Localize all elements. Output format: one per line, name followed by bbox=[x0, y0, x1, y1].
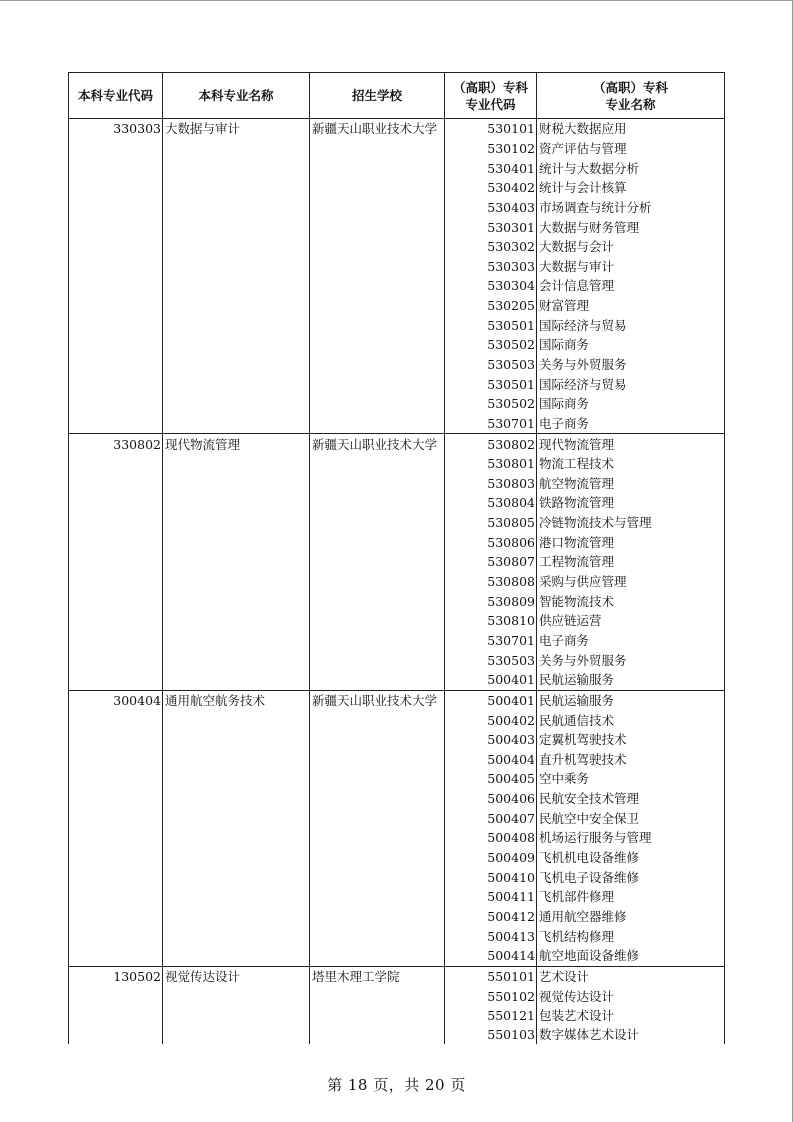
undergrad-name-cell bbox=[163, 474, 310, 494]
vocational-name-cell: 航空物流管理 bbox=[537, 474, 725, 494]
table-row bbox=[69, 631, 725, 651]
undergrad-code-cell bbox=[69, 276, 163, 296]
school-cell bbox=[310, 276, 445, 296]
school-cell bbox=[310, 710, 445, 730]
undergrad-code-cell bbox=[69, 237, 163, 257]
undergrad-name-cell bbox=[163, 867, 310, 887]
undergrad-code-cell bbox=[69, 611, 163, 631]
undergrad-code-cell: 330303 bbox=[69, 119, 163, 139]
undergrad-name-cell bbox=[163, 374, 310, 394]
undergrad-code-cell bbox=[69, 139, 163, 159]
undergrad-name-cell bbox=[163, 394, 310, 414]
header-vocational-code-line2: 专业代码 bbox=[465, 96, 516, 112]
school-cell bbox=[310, 394, 445, 414]
vocational-code-cell: 530501 bbox=[445, 315, 537, 335]
undergrad-name-cell bbox=[163, 532, 310, 552]
vocational-code-cell: 500407 bbox=[445, 808, 537, 828]
vocational-code-cell: 530701 bbox=[445, 631, 537, 651]
undergrad-name-cell bbox=[163, 848, 310, 868]
undergrad-name-cell bbox=[163, 591, 310, 611]
undergrad-code-cell bbox=[69, 493, 163, 513]
header-vocational-name bbox=[537, 73, 725, 119]
school-cell bbox=[310, 296, 445, 316]
vocational-name-cell: 飞机机电设备维修 bbox=[537, 848, 725, 868]
vocational-name-cell: 财税大数据应用 bbox=[537, 119, 725, 139]
undergrad-code-cell bbox=[69, 848, 163, 868]
page-frame-top-line bbox=[0, 0, 793, 1]
vocational-code-cell: 550121 bbox=[445, 1006, 537, 1026]
undergrad-code-cell bbox=[69, 355, 163, 375]
header-school: 招生学校 bbox=[310, 73, 445, 119]
vocational-name-cell: 视觉传达设计 bbox=[537, 986, 725, 1006]
vocational-name-cell: 统计与大数据分析 bbox=[537, 158, 725, 178]
undergrad-code-cell bbox=[69, 414, 163, 434]
undergrad-code-cell bbox=[69, 789, 163, 809]
table-body bbox=[69, 119, 725, 1045]
vocational-name-cell: 铁路物流管理 bbox=[537, 493, 725, 513]
table-row bbox=[69, 335, 725, 355]
vocational-code-cell: 500401 bbox=[445, 690, 537, 710]
vocational-code-cell: 500408 bbox=[445, 828, 537, 848]
undergrad-code-cell bbox=[69, 946, 163, 966]
school-cell bbox=[310, 454, 445, 474]
undergrad-name-cell bbox=[163, 750, 310, 770]
header-vocational-name-line1: （高职）专科 bbox=[592, 79, 668, 95]
undergrad-code-cell bbox=[69, 730, 163, 750]
school-cell: 新疆天山职业技术大学 bbox=[310, 690, 445, 710]
school-cell bbox=[310, 887, 445, 907]
undergrad-name-cell bbox=[163, 513, 310, 533]
school-cell bbox=[310, 374, 445, 394]
school-cell bbox=[310, 532, 445, 552]
table-row bbox=[69, 493, 725, 513]
vocational-code-cell: 530808 bbox=[445, 572, 537, 592]
undergrad-code-cell bbox=[69, 256, 163, 276]
vocational-name-cell: 民航空中安全保卫 bbox=[537, 808, 725, 828]
school-cell bbox=[310, 946, 445, 966]
table-row bbox=[69, 730, 725, 750]
undergrad-code-cell bbox=[69, 454, 163, 474]
undergrad-name-cell bbox=[163, 237, 310, 257]
vocational-name-cell: 国际商务 bbox=[537, 335, 725, 355]
school-cell bbox=[310, 572, 445, 592]
undergrad-name-cell bbox=[163, 670, 310, 690]
table-row bbox=[69, 591, 725, 611]
undergrad-code-cell bbox=[69, 1006, 163, 1026]
undergrad-code-cell bbox=[69, 474, 163, 494]
table-row bbox=[69, 454, 725, 474]
vocational-code-cell: 530303 bbox=[445, 256, 537, 276]
vocational-code-cell: 530403 bbox=[445, 198, 537, 218]
undergrad-name-cell bbox=[163, 730, 310, 750]
undergrad-code-cell bbox=[69, 296, 163, 316]
undergrad-name-cell bbox=[163, 493, 310, 513]
undergrad-name-cell: 通用航空航务技术 bbox=[163, 690, 310, 710]
vocational-name-cell: 市场调查与统计分析 bbox=[537, 198, 725, 218]
vocational-code-cell: 530304 bbox=[445, 276, 537, 296]
table-row bbox=[69, 769, 725, 789]
table-row bbox=[69, 158, 725, 178]
vocational-name-cell: 会计信息管理 bbox=[537, 276, 725, 296]
school-cell bbox=[310, 474, 445, 494]
undergrad-code-cell bbox=[69, 591, 163, 611]
school-cell bbox=[310, 750, 445, 770]
vocational-code-cell: 550103 bbox=[445, 1025, 537, 1044]
majors-table bbox=[68, 72, 725, 1044]
vocational-code-cell: 500405 bbox=[445, 769, 537, 789]
vocational-code-cell: 500402 bbox=[445, 710, 537, 730]
vocational-code-cell: 530802 bbox=[445, 434, 537, 454]
undergrad-name-cell bbox=[163, 178, 310, 198]
table-row bbox=[69, 315, 725, 335]
undergrad-code-cell bbox=[69, 315, 163, 335]
header-vocational-code-line1: （高职）专科 bbox=[452, 79, 528, 95]
vocational-code-cell: 530102 bbox=[445, 139, 537, 159]
table-row bbox=[69, 552, 725, 572]
undergrad-code-cell bbox=[69, 335, 163, 355]
vocational-code-cell: 530302 bbox=[445, 237, 537, 257]
page-footer: 第 18 页，共 20 页 bbox=[327, 1076, 466, 1094]
undergrad-name-cell bbox=[163, 650, 310, 670]
undergrad-name-cell bbox=[163, 946, 310, 966]
undergrad-code-cell bbox=[69, 552, 163, 572]
undergrad-code-cell bbox=[69, 887, 163, 907]
table-row bbox=[69, 374, 725, 394]
table-row bbox=[69, 926, 725, 946]
undergrad-name-cell bbox=[163, 710, 310, 730]
vocational-code-cell: 530503 bbox=[445, 355, 537, 375]
undergrad-name-cell bbox=[163, 217, 310, 237]
vocational-code-cell: 530805 bbox=[445, 513, 537, 533]
table-row bbox=[69, 710, 725, 730]
undergrad-code-cell bbox=[69, 178, 163, 198]
table-row bbox=[69, 670, 725, 690]
table-row bbox=[69, 887, 725, 907]
vocational-name-cell: 供应链运营 bbox=[537, 611, 725, 631]
vocational-name-cell: 直升机驾驶技术 bbox=[537, 750, 725, 770]
table-row bbox=[69, 946, 725, 966]
undergrad-code-cell bbox=[69, 217, 163, 237]
school-cell bbox=[310, 631, 445, 651]
undergrad-name-cell bbox=[163, 926, 310, 946]
school-cell bbox=[310, 670, 445, 690]
vocational-code-cell: 500411 bbox=[445, 887, 537, 907]
undergrad-name-cell bbox=[163, 986, 310, 1006]
vocational-name-cell: 关务与外贸服务 bbox=[537, 355, 725, 375]
undergrad-code-cell bbox=[69, 710, 163, 730]
undergrad-name-cell bbox=[163, 907, 310, 927]
school-cell: 新疆天山职业技术大学 bbox=[310, 119, 445, 139]
undergrad-name-cell bbox=[163, 355, 310, 375]
undergrad-name-cell bbox=[163, 414, 310, 434]
undergrad-name-cell bbox=[163, 454, 310, 474]
vocational-name-cell: 飞机结构修理 bbox=[537, 926, 725, 946]
undergrad-code-cell bbox=[69, 650, 163, 670]
undergrad-code-cell bbox=[69, 867, 163, 887]
table-row bbox=[69, 611, 725, 631]
table-row bbox=[69, 867, 725, 887]
vocational-name-cell: 民航安全技术管理 bbox=[537, 789, 725, 809]
vocational-name-cell: 国际经济与贸易 bbox=[537, 315, 725, 335]
school-cell bbox=[310, 591, 445, 611]
vocational-name-cell: 通用航空器维修 bbox=[537, 907, 725, 927]
vocational-name-cell: 现代物流管理 bbox=[537, 434, 725, 454]
vocational-code-cell: 550102 bbox=[445, 986, 537, 1006]
vocational-code-cell: 530401 bbox=[445, 158, 537, 178]
table-row bbox=[69, 966, 725, 986]
header-undergrad-name: 本科专业名称 bbox=[163, 73, 310, 119]
school-cell bbox=[310, 198, 445, 218]
school-cell: 新疆天山职业技术大学 bbox=[310, 434, 445, 454]
vocational-name-cell: 大数据与审计 bbox=[537, 256, 725, 276]
undergrad-name-cell bbox=[163, 1006, 310, 1026]
vocational-name-cell: 数字媒体艺术设计 bbox=[537, 1025, 725, 1044]
undergrad-name-cell bbox=[163, 789, 310, 809]
school-cell bbox=[310, 237, 445, 257]
table-row bbox=[69, 848, 725, 868]
header-vocational-code bbox=[445, 73, 537, 119]
undergrad-code-cell bbox=[69, 750, 163, 770]
school-cell bbox=[310, 315, 445, 335]
table-row bbox=[69, 986, 725, 1006]
table-row bbox=[69, 139, 725, 159]
vocational-code-cell: 530806 bbox=[445, 532, 537, 552]
undergrad-code-cell: 300404 bbox=[69, 690, 163, 710]
school-cell bbox=[310, 1025, 445, 1044]
undergrad-code-cell bbox=[69, 158, 163, 178]
vocational-name-cell: 采购与供应管理 bbox=[537, 572, 725, 592]
school-cell bbox=[310, 1006, 445, 1026]
vocational-code-cell: 530701 bbox=[445, 414, 537, 434]
vocational-name-cell: 航空地面设备维修 bbox=[537, 946, 725, 966]
vocational-name-cell: 定翼机驾驶技术 bbox=[537, 730, 725, 750]
vocational-name-cell: 冷链物流技术与管理 bbox=[537, 513, 725, 533]
undergrad-name-cell bbox=[163, 256, 310, 276]
table-row bbox=[69, 256, 725, 276]
vocational-name-cell: 财富管理 bbox=[537, 296, 725, 316]
undergrad-name-cell bbox=[163, 631, 310, 651]
undergrad-code-cell bbox=[69, 394, 163, 414]
school-cell bbox=[310, 848, 445, 868]
vocational-code-cell: 550101 bbox=[445, 966, 537, 986]
vocational-name-cell: 国际商务 bbox=[537, 394, 725, 414]
school-cell bbox=[310, 650, 445, 670]
undergrad-code-cell bbox=[69, 926, 163, 946]
vocational-name-cell: 飞机电子设备维修 bbox=[537, 867, 725, 887]
vocational-code-cell: 530101 bbox=[445, 119, 537, 139]
school-cell bbox=[310, 907, 445, 927]
undergrad-code-cell bbox=[69, 572, 163, 592]
table-row bbox=[69, 1025, 725, 1044]
undergrad-code-cell bbox=[69, 198, 163, 218]
vocational-code-cell: 500406 bbox=[445, 789, 537, 809]
table-row bbox=[69, 414, 725, 434]
undergrad-code-cell: 330802 bbox=[69, 434, 163, 454]
vocational-name-cell: 电子商务 bbox=[537, 631, 725, 651]
undergrad-code-cell bbox=[69, 828, 163, 848]
table-header-row bbox=[69, 73, 725, 119]
school-cell bbox=[310, 355, 445, 375]
vocational-name-cell: 国际经济与贸易 bbox=[537, 374, 725, 394]
school-cell bbox=[310, 513, 445, 533]
vocational-code-cell: 530803 bbox=[445, 474, 537, 494]
undergrad-code-cell bbox=[69, 513, 163, 533]
table-row bbox=[69, 394, 725, 414]
school-cell bbox=[310, 828, 445, 848]
undergrad-name-cell bbox=[163, 887, 310, 907]
school-cell bbox=[310, 139, 445, 159]
header-vocational-name-line2: 专业名称 bbox=[605, 96, 656, 112]
vocational-name-cell: 工程物流管理 bbox=[537, 552, 725, 572]
vocational-name-cell: 电子商务 bbox=[537, 414, 725, 434]
school-cell bbox=[310, 789, 445, 809]
vocational-name-cell: 智能物流技术 bbox=[537, 591, 725, 611]
undergrad-code-cell bbox=[69, 769, 163, 789]
vocational-code-cell: 500410 bbox=[445, 867, 537, 887]
undergrad-code-cell bbox=[69, 374, 163, 394]
vocational-name-cell: 关务与外贸服务 bbox=[537, 650, 725, 670]
school-cell bbox=[310, 926, 445, 946]
table-row bbox=[69, 650, 725, 670]
vocational-code-cell: 500401 bbox=[445, 670, 537, 690]
school-cell bbox=[310, 335, 445, 355]
vocational-name-cell: 飞机部件修理 bbox=[537, 887, 725, 907]
undergrad-name-cell bbox=[163, 552, 310, 572]
table-row bbox=[69, 217, 725, 237]
vocational-name-cell: 机场运行服务与管理 bbox=[537, 828, 725, 848]
vocational-name-cell: 港口物流管理 bbox=[537, 532, 725, 552]
vocational-code-cell: 530301 bbox=[445, 217, 537, 237]
undergrad-name-cell bbox=[163, 276, 310, 296]
header-undergrad-code: 本科专业代码 bbox=[69, 73, 163, 119]
table-row bbox=[69, 178, 725, 198]
table-row bbox=[69, 690, 725, 710]
school-cell bbox=[310, 611, 445, 631]
table-row bbox=[69, 434, 725, 454]
vocational-code-cell: 500413 bbox=[445, 926, 537, 946]
undergrad-code-cell bbox=[69, 907, 163, 927]
school-cell bbox=[310, 178, 445, 198]
undergrad-name-cell bbox=[163, 139, 310, 159]
vocational-code-cell: 530503 bbox=[445, 650, 537, 670]
vocational-name-cell: 大数据与财务管理 bbox=[537, 217, 725, 237]
table-row bbox=[69, 296, 725, 316]
vocational-code-cell: 530502 bbox=[445, 394, 537, 414]
undergrad-name-cell bbox=[163, 315, 310, 335]
vocational-name-cell: 统计与会计核算 bbox=[537, 178, 725, 198]
undergrad-name-cell bbox=[163, 335, 310, 355]
vocational-name-cell: 空中乘务 bbox=[537, 769, 725, 789]
vocational-code-cell: 530809 bbox=[445, 591, 537, 611]
school-cell bbox=[310, 158, 445, 178]
undergrad-name-cell bbox=[163, 611, 310, 631]
vocational-code-cell: 530205 bbox=[445, 296, 537, 316]
undergrad-code-cell bbox=[69, 532, 163, 552]
undergrad-code-cell bbox=[69, 808, 163, 828]
undergrad-name-cell bbox=[163, 198, 310, 218]
vocational-name-cell: 物流工程技术 bbox=[537, 454, 725, 474]
school-cell bbox=[310, 493, 445, 513]
undergrad-code-cell bbox=[69, 1025, 163, 1044]
table-row bbox=[69, 276, 725, 296]
vocational-code-cell: 500412 bbox=[445, 907, 537, 927]
school-cell bbox=[310, 256, 445, 276]
table-row bbox=[69, 789, 725, 809]
table-row bbox=[69, 355, 725, 375]
table-row bbox=[69, 1006, 725, 1026]
undergrad-name-cell: 大数据与审计 bbox=[163, 119, 310, 139]
vocational-code-cell: 530807 bbox=[445, 552, 537, 572]
undergrad-name-cell bbox=[163, 828, 310, 848]
table-row bbox=[69, 119, 725, 139]
school-cell bbox=[310, 769, 445, 789]
school-cell bbox=[310, 414, 445, 434]
undergrad-name-cell: 视觉传达设计 bbox=[163, 966, 310, 986]
vocational-name-cell: 民航通信技术 bbox=[537, 710, 725, 730]
table-row bbox=[69, 907, 725, 927]
vocational-name-cell: 艺术设计 bbox=[537, 966, 725, 986]
school-cell bbox=[310, 867, 445, 887]
undergrad-code-cell bbox=[69, 631, 163, 651]
vocational-code-cell: 530402 bbox=[445, 178, 537, 198]
school-cell bbox=[310, 730, 445, 750]
vocational-code-cell: 500414 bbox=[445, 946, 537, 966]
undergrad-name-cell: 现代物流管理 bbox=[163, 434, 310, 454]
school-cell bbox=[310, 552, 445, 572]
table-row bbox=[69, 532, 725, 552]
vocational-code-cell: 530501 bbox=[445, 374, 537, 394]
table-row bbox=[69, 750, 725, 770]
vocational-code-cell: 500404 bbox=[445, 750, 537, 770]
table-row bbox=[69, 474, 725, 494]
undergrad-code-cell bbox=[69, 670, 163, 690]
vocational-name-cell: 包装艺术设计 bbox=[537, 1006, 725, 1026]
undergrad-name-cell bbox=[163, 158, 310, 178]
school-cell bbox=[310, 986, 445, 1006]
undergrad-name-cell bbox=[163, 572, 310, 592]
undergrad-code-cell bbox=[69, 986, 163, 1006]
vocational-code-cell: 500409 bbox=[445, 848, 537, 868]
undergrad-name-cell bbox=[163, 808, 310, 828]
vocational-code-cell: 500403 bbox=[445, 730, 537, 750]
vocational-code-cell: 530810 bbox=[445, 611, 537, 631]
undergrad-name-cell bbox=[163, 769, 310, 789]
vocational-code-cell: 530502 bbox=[445, 335, 537, 355]
vocational-name-cell: 大数据与会计 bbox=[537, 237, 725, 257]
vocational-name-cell: 资产评估与管理 bbox=[537, 139, 725, 159]
undergrad-code-cell: 130502 bbox=[69, 966, 163, 986]
vocational-code-cell: 530804 bbox=[445, 493, 537, 513]
school-cell bbox=[310, 808, 445, 828]
school-cell bbox=[310, 217, 445, 237]
table-row bbox=[69, 572, 725, 592]
table-row bbox=[69, 237, 725, 257]
vocational-name-cell: 民航运输服务 bbox=[537, 690, 725, 710]
undergrad-name-cell bbox=[163, 296, 310, 316]
undergrad-name-cell bbox=[163, 1025, 310, 1044]
table-row bbox=[69, 198, 725, 218]
table-row bbox=[69, 808, 725, 828]
vocational-code-cell: 530801 bbox=[445, 454, 537, 474]
table-row bbox=[69, 828, 725, 848]
table-row bbox=[69, 513, 725, 533]
school-cell: 塔里木理工学院 bbox=[310, 966, 445, 986]
vocational-name-cell: 民航运输服务 bbox=[537, 670, 725, 690]
